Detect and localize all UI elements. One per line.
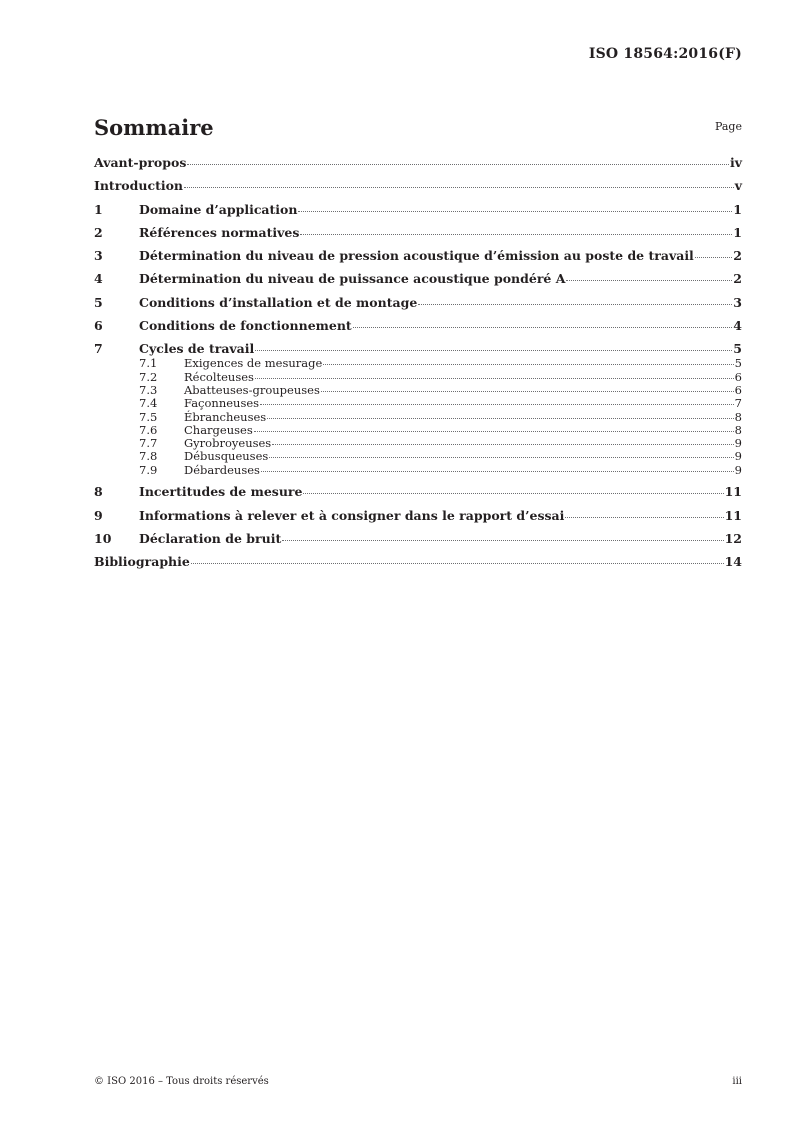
dot-leader <box>303 493 723 494</box>
toc-entry-page: 2 <box>733 248 742 264</box>
toc-subentry[interactable] <box>94 411 742 424</box>
toc-entry[interactable] <box>94 484 742 500</box>
toc-entry-number: 3 <box>94 248 103 264</box>
dot-leader <box>566 280 732 281</box>
toc-subentry-page: 5 <box>734 356 742 371</box>
dot-leader <box>184 187 734 188</box>
dot-leader <box>321 391 734 392</box>
toc-entry-label: Cycles de travail <box>139 341 255 357</box>
toc-subentry-label: Façonneuses <box>184 396 260 411</box>
dot-leader <box>323 364 733 365</box>
toc-entry[interactable] <box>94 508 742 524</box>
footer-copyright: © ISO 2016 – Tous droits réservés <box>94 1076 269 1087</box>
toc-entry-label: Informations à relever et à consigner dans le rapport d’essai <box>139 507 565 523</box>
toc-subentry-label: Exigences de mesurage <box>184 356 323 371</box>
document-reference: ISO 18564:2016(F) <box>588 46 742 62</box>
toc-entry[interactable] <box>94 202 742 218</box>
toc-entry-number: 10 <box>94 530 112 546</box>
dot-leader <box>260 404 734 405</box>
toc-entry-label: Déclaration de bruit <box>139 530 282 546</box>
toc-entry-page: v <box>734 178 742 194</box>
toc-entry-number: 1 <box>94 201 103 217</box>
toc-subentry[interactable] <box>94 371 742 384</box>
toc-subentry[interactable] <box>94 384 742 397</box>
toc-subentry[interactable] <box>94 424 742 437</box>
toc-entry-page: 2 <box>733 271 742 287</box>
dot-leader <box>565 517 723 518</box>
toc-entry-number: 8 <box>94 484 103 500</box>
footer-page-number: iii <box>732 1076 742 1087</box>
dot-leader <box>353 327 733 328</box>
toc-entry[interactable] <box>94 341 742 357</box>
toc-entry-page: 1 <box>733 201 742 217</box>
dot-leader <box>298 211 732 212</box>
toc-subentry-label: Chargeuses <box>184 422 253 437</box>
dot-leader <box>261 471 734 472</box>
toc-subentry-page: 6 <box>734 369 742 384</box>
toc-entry-label: Références normatives <box>139 224 300 240</box>
toc-subentry[interactable] <box>94 464 742 477</box>
toc-entry-page: 3 <box>733 294 742 310</box>
toc-subentry[interactable] <box>94 437 742 450</box>
toc-subentry-label: Débusqueuses <box>184 449 269 464</box>
toc-subentry-number: 7.3 <box>139 382 158 397</box>
dot-leader <box>695 257 732 258</box>
toc-entry-page: 11 <box>724 507 742 523</box>
toc-subentry-number: 7.6 <box>139 422 158 437</box>
toc-entry-label: Conditions de fonctionnement <box>139 318 352 334</box>
toc-subentry-number: 7.4 <box>139 396 158 411</box>
toc-subentry-page: 9 <box>734 449 742 464</box>
toc-subentry-number: 7.1 <box>139 356 158 371</box>
toc-entry[interactable] <box>94 155 742 171</box>
toc-entry-number: 6 <box>94 318 103 334</box>
toc-subentry-page: 7 <box>734 396 742 411</box>
toc-entry-label: Détermination du niveau de pression acoustique d’émission au poste de travail <box>139 248 694 264</box>
toc-entry-page: 1 <box>733 224 742 240</box>
table-of-contents <box>94 155 742 570</box>
dot-leader <box>254 431 734 432</box>
toc-entry-number: 9 <box>94 507 103 523</box>
toc-subentry-label: Abatteuses-groupeuses <box>184 382 320 397</box>
page-title: Sommaire <box>94 115 214 140</box>
toc-entry-page: 14 <box>724 554 742 570</box>
toc-subentry-label: Débardeuses <box>184 462 260 477</box>
toc-entry[interactable] <box>94 178 742 194</box>
title-row <box>94 115 742 143</box>
dot-leader <box>255 350 732 351</box>
dot-leader <box>255 378 734 379</box>
toc-entry[interactable] <box>94 248 742 264</box>
toc-subentry-page: 8 <box>734 422 742 437</box>
toc-subentry[interactable] <box>94 450 742 463</box>
toc-subentry[interactable] <box>94 397 742 410</box>
dot-leader <box>282 540 723 541</box>
toc-subentry-number: 7.9 <box>139 462 158 477</box>
toc-entry[interactable] <box>94 531 742 547</box>
toc-subentry-page: 9 <box>734 436 742 451</box>
toc-subentry-page: 9 <box>734 462 742 477</box>
dot-leader <box>300 234 732 235</box>
toc-entry-label: Domaine d’application <box>139 201 298 217</box>
page-column-label: Page <box>714 120 742 133</box>
toc-entry-number: 7 <box>94 341 103 357</box>
dot-leader <box>418 304 732 305</box>
dot-leader <box>187 164 729 165</box>
toc-entry[interactable] <box>94 554 742 570</box>
toc-entry-number: 2 <box>94 224 103 240</box>
toc-entry-label: Détermination du niveau de puissance acoustique pondéré A <box>139 271 566 287</box>
toc-subentry-number: 7.7 <box>139 436 158 451</box>
toc-entry-label: Conditions d’installation et de montage <box>139 294 418 310</box>
toc-subentry-number: 7.5 <box>139 409 158 424</box>
toc-entry-label: Avant-propos <box>94 155 187 170</box>
toc-entry-page: 5 <box>733 341 742 357</box>
toc-subentry-label: Ébrancheuses <box>184 409 267 424</box>
dot-leader <box>272 444 733 445</box>
dot-leader <box>269 457 733 458</box>
dot-leader <box>191 563 724 564</box>
toc-entry-page: 4 <box>733 318 742 334</box>
toc-subentry-number: 7.8 <box>139 449 158 464</box>
toc-entry-page: iv <box>729 155 742 170</box>
toc-entry-label: Bibliographie <box>94 554 190 570</box>
toc-subentry-label: Gyrobroyeuses <box>184 436 272 451</box>
toc-subentry[interactable] <box>94 357 742 370</box>
toc-entry-number: 5 <box>94 294 103 310</box>
toc-entry-label: Incertitudes de mesure <box>139 484 303 500</box>
toc-entry[interactable] <box>94 271 742 287</box>
toc-subentry-page: 8 <box>734 409 742 424</box>
toc-entry[interactable] <box>94 318 742 334</box>
toc-entry-page: 12 <box>724 530 742 546</box>
toc-entry[interactable] <box>94 295 742 311</box>
toc-subentry-page: 6 <box>734 382 742 397</box>
toc-entry-page: 11 <box>724 484 742 500</box>
toc-subentry-label: Récolteuses <box>184 369 254 384</box>
toc-subentry-number: 7.2 <box>139 369 158 384</box>
toc-entry[interactable] <box>94 225 742 241</box>
toc-entry-label: Introduction <box>94 178 184 194</box>
dot-leader <box>267 418 733 419</box>
toc-entry-number: 4 <box>94 271 103 287</box>
